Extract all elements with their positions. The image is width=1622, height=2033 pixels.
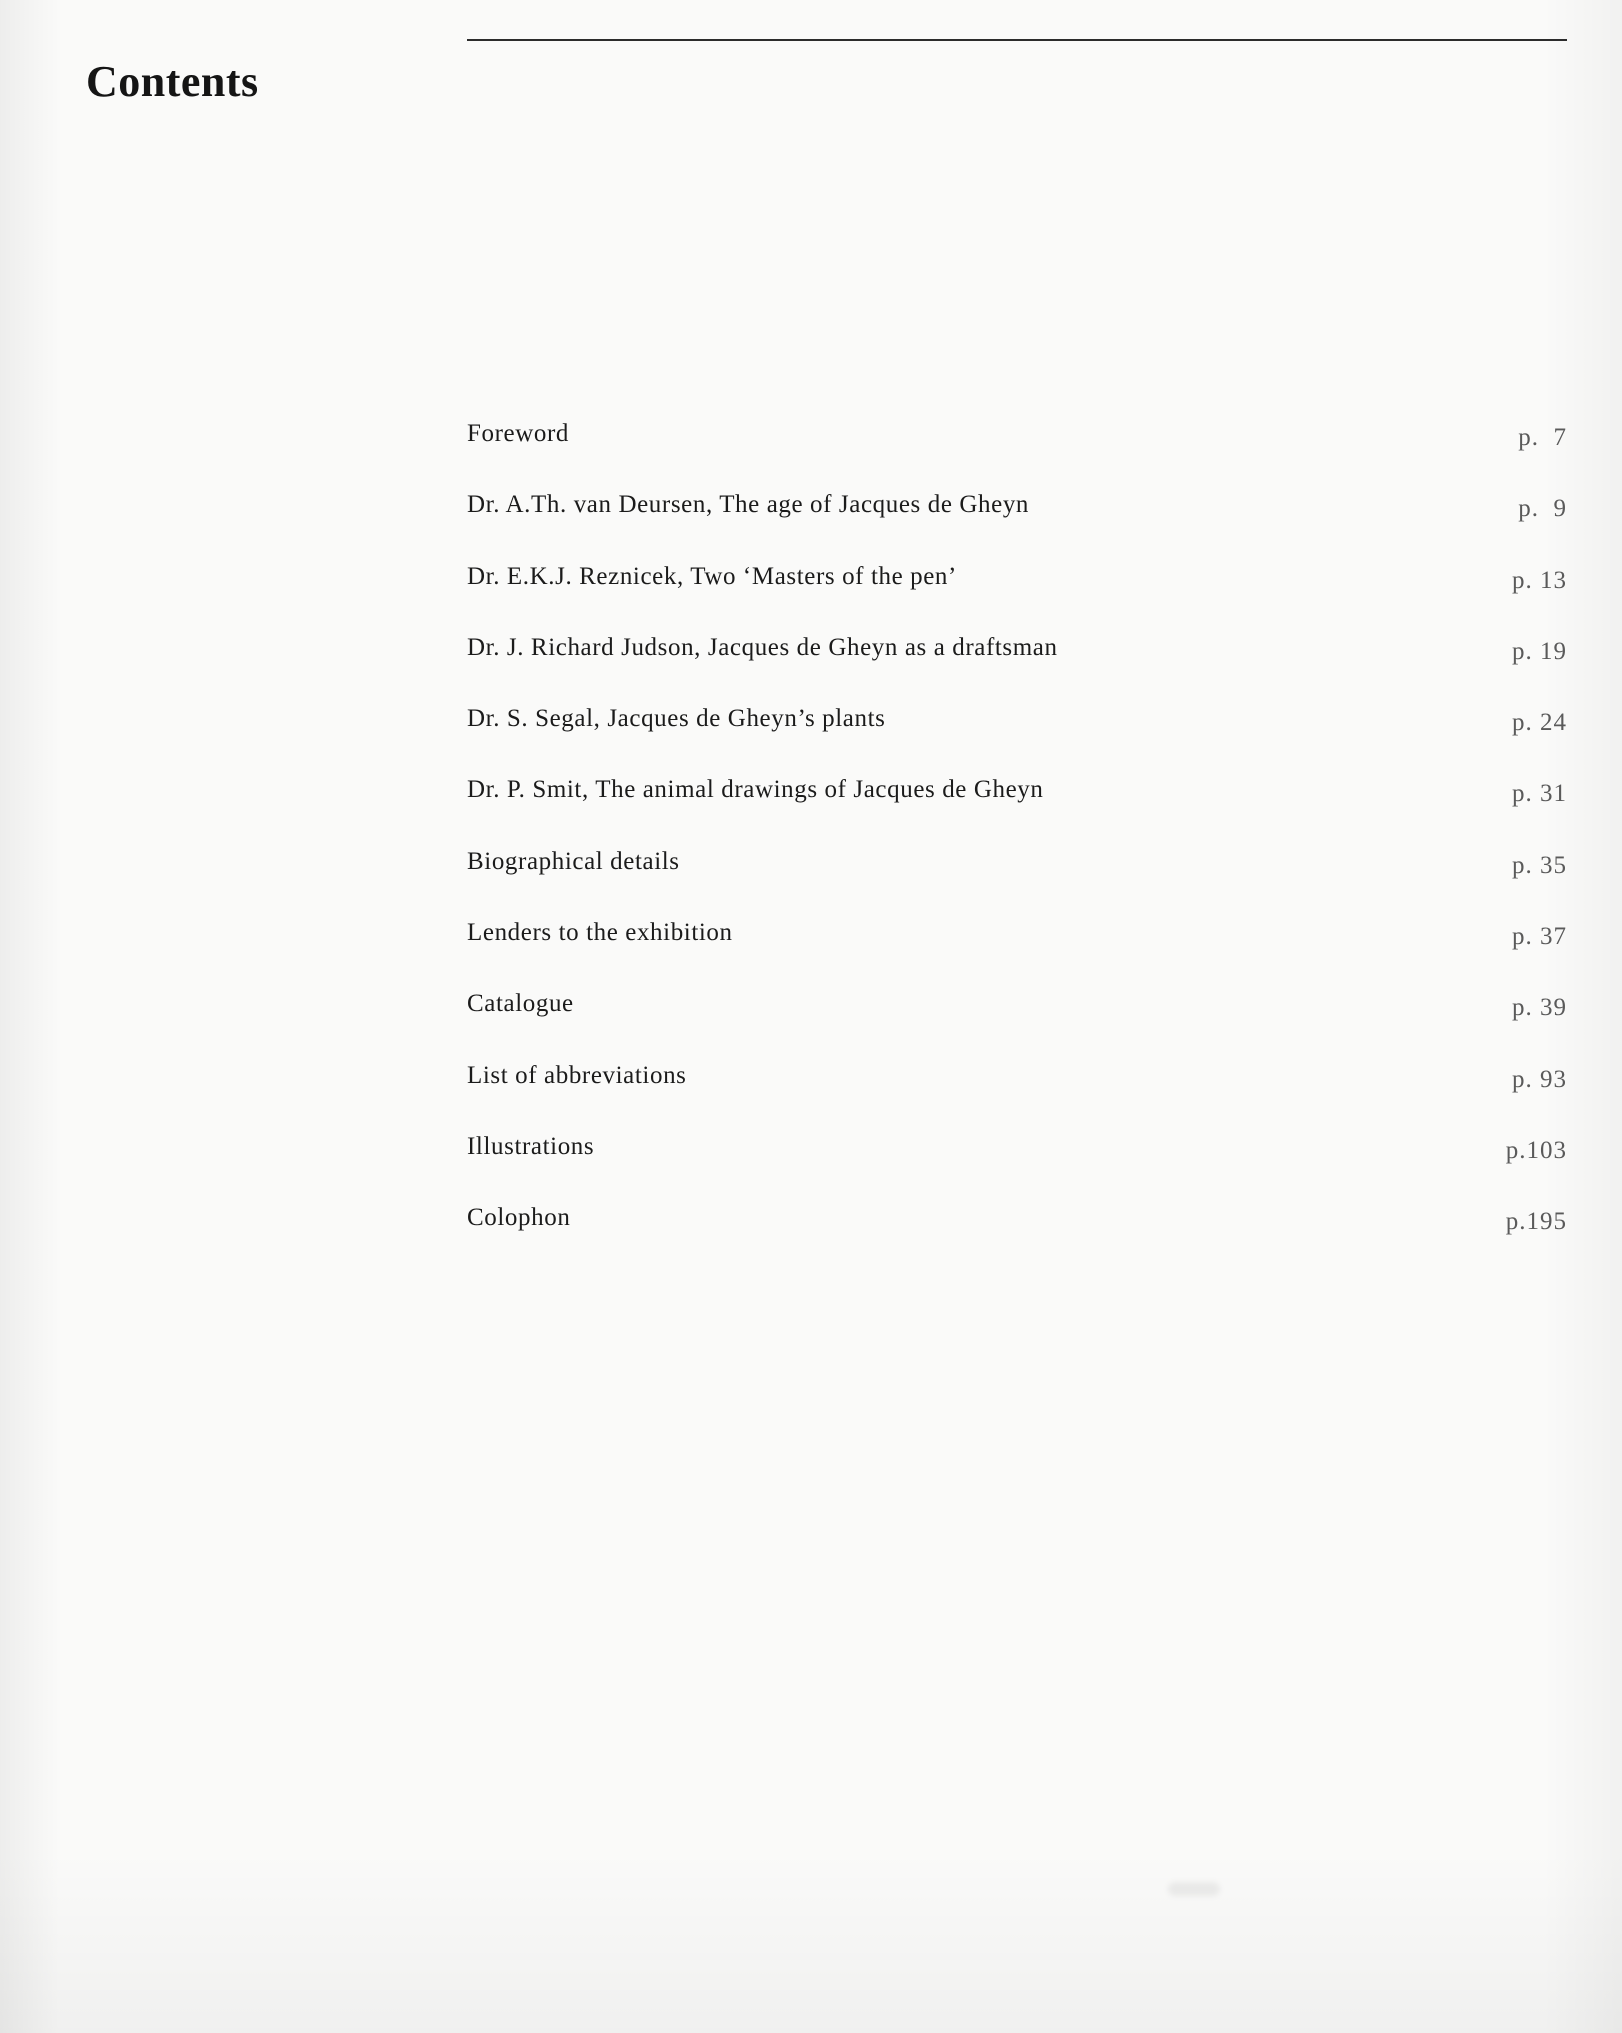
toc-entry-page: p. 24	[1512, 709, 1567, 737]
toc-entry-page: p. 39	[1512, 994, 1567, 1022]
paper-smudge	[1168, 1882, 1220, 1896]
toc-entry-page: p. 7	[1518, 424, 1567, 451]
toc-entry-title: Catalogue	[467, 990, 574, 1018]
toc-entry	[467, 776, 1567, 847]
toc-entry	[467, 1133, 1567, 1204]
top-rule	[467, 39, 1567, 41]
toc-entry	[467, 491, 1567, 562]
toc-entry-title: Dr. J. Richard Judson, Jacques de Gheyn as a draftsman	[467, 633, 1058, 661]
toc-entry-page: p. 19	[1512, 637, 1567, 665]
toc-entry	[467, 420, 1567, 491]
toc-entry	[467, 990, 1567, 1061]
toc-entry-title: Foreword	[467, 420, 570, 447]
toc-entry-title: Illustrations	[467, 1132, 595, 1160]
toc-entry-page: p. 31	[1512, 780, 1567, 808]
toc-entry	[467, 848, 1567, 919]
toc-entry-title: Colophon	[467, 1204, 571, 1232]
toc-entry	[467, 563, 1567, 634]
toc-entry-page: p.195	[1505, 1208, 1567, 1236]
toc-entry-page: p. 35	[1512, 851, 1567, 879]
toc-entry	[467, 919, 1567, 990]
toc-entry-page: p. 93	[1512, 1065, 1567, 1093]
toc-entry-title: Dr. P. Smit, The animal drawings of Jacques de Gheyn	[467, 776, 1044, 804]
page-title: Contents	[86, 57, 259, 106]
table-of-contents	[467, 420, 1567, 1276]
toc-entry-page: p. 9	[1518, 495, 1567, 523]
toc-entry-page: p. 37	[1512, 923, 1567, 951]
toc-entry-page: p.103	[1505, 1136, 1567, 1164]
toc-entry-title: Lenders to the exhibition	[467, 919, 733, 947]
toc-entry-title: Biographical details	[467, 847, 680, 875]
toc-entry-title: Dr. E.K.J. Reznicek, Two ‘Masters of the pen’	[467, 562, 957, 590]
toc-entry-page: p. 13	[1512, 566, 1567, 594]
toc-entry-title: Dr. A.Th. van Deursen, The age of Jacques de Gheyn	[467, 491, 1030, 519]
toc-entry	[467, 1062, 1567, 1133]
toc-entry-title: List of abbreviations	[467, 1061, 687, 1089]
toc-entry	[467, 634, 1567, 705]
toc-entry	[467, 1204, 1567, 1275]
toc-entry-title: Dr. S. Segal, Jacques de Gheyn’s plants	[467, 705, 886, 733]
toc-entry	[467, 705, 1567, 776]
